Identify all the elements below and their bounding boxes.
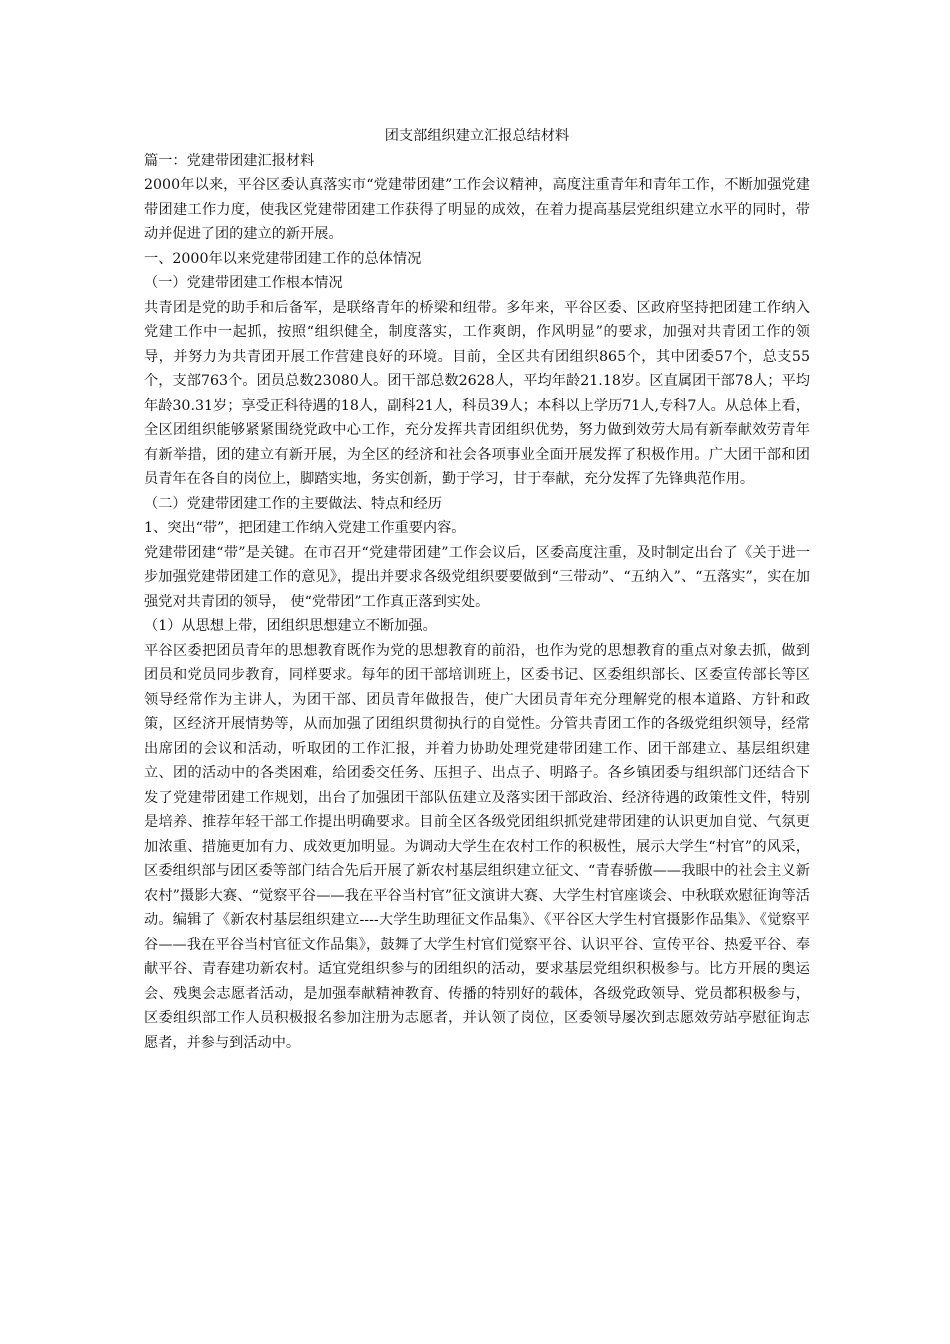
document-title: 团支部组织建立汇报总结材料 [384, 128, 570, 144]
section-heading-part-one: 篇一：党建带团建汇报材料 [144, 152, 315, 169]
point-one-paragraph: 党建带团建“带”是关键。在市召开“党建带团建”工作会议后，区委高度注重，及时制定出台了《关于进一步加强党建带团建工作的意见》，提出并要求各级党组织要要做到“三带动”、“五纳入”、“五落实”，实在加强党对共青团的领导， 使“党带团”工作真正落到实处。 [144, 544, 810, 610]
basic-situation-paragraph: 共青团是党的助手和后备军，是联络青年的桥梁和纽带。多年来，平谷区委、区政府坚持把团建工作纳入党建工作中一起抓，按照“组织健全，制度落实，工作爽朗，作风明显”的要求，加强对共青团工作的领导，并努力为共青团开展工作营建良好的环境。目前，全区共有团组织865个，其中团委57个，总支55个，支部763个。团员总数23080人。团干部总数2628人，平均年龄21.18岁。区直属团干部78人；平均年龄30.31岁；享受正科待遇的18人，副科21人，科员39人；本科以上学历71人,专科7人。从总体上看，全区团组织能够紧紧围绕党政中心工作，充分发挥共青团组织优势，努力做到效劳大局有新奉献效劳青年有新举措，团的建立有新开展，为全区的经济和社会各项事业全面开展发挥了积极作用。广大团干部和团员青年在各自的岗位上，脚踏实地，务实创新，勤于学习，甘于奉献，充分发挥了先锋典范作用。 [144, 299, 810, 487]
section-heading-overview: 一、2000年以来党建带团建工作的总体情况 [144, 250, 422, 267]
ideology-paragraph: 平谷区委把团员青年的思想教育既作为党的思想教育的前沿，也作为党的思想教育的重点对象去抓，做到团员和党员同步教育，同样要求。每年的团干部培训班上，区委书记、区委组织部长、区委宣传部长等区领导经常作为主讲人，为团干部、团员青年做报告，使广大团员青年充分理解党的根本道路、方针和政策，区经济开展情势等，从而加强了团组织贯彻执行的自觉性。分管共青团工作的各级党组织领导，经常出席团的会议和活动，听取团的工作汇报，并着力协助处理党建带团建工作、团干部建立、基层组织建立、团的活动中的各类困难，给团委交任务、压担子、出点子、明路子。各乡镇团委与组织部门还结合下发了党建带团建工作规划，出台了加强团干部队伍建立及落实团干部政治、经济待遇的政策性文件，特别是培养、推荐年轻干部工作提出明确要求。目前全区各级党团组织抓党建带团建的认识更加自觉、气氛更加浓重、措施更加有力、成效更加明显。为调动大学生在农村工作的积极性，展示大学生“村官”的风采，区委组织部与团区委等部门结合先后开展了新农村基层组织建立征文、“青春骄傲——我眼中的社会主义新农村”摄影大赛、“觉察平谷——我在平谷当村官”征文演讲大赛、大学生村官座谈会、中秋联欢慰征询等活动。编辑了《新农村基层组织建立----大学生助理征文作品集》、《平谷区大学生村官摄影作品集》、《觉察平谷——我在平谷当村官征文作品集》，鼓舞了大学生村官们觉察平谷、认识平谷、宣传平谷、热爱平谷、奉献平谷、青春建功新农村。适宜党组织参与的团组织的活动，要求基层党组织积极参与。比方开展的奥运会、残奥会志愿者活动，是加强奉献精神教育、传播的特别好的载体，各级党政领导、党员都积极参与，区委组织部工作人员积极报名参加注册为志愿者，并认领了岗位，区委领导屡次到志愿效劳站亭慰征询志愿者，并参与到活动中。 [144, 642, 810, 1051]
subpoint-ideology-heading: （1）从思想上带，团组织思想建立不断加强。 [144, 618, 437, 634]
subheading-main-practices: （二）党建带团建工作的主要做法、特点和经历 [144, 495, 442, 512]
subheading-basic-situation: （一）党建带团建工作根本情况 [144, 275, 343, 291]
point-one-heading: 1、突出“带”，把团建工作纳入党建工作重要内容。 [144, 520, 466, 536]
document-page [144, 124, 810, 1055]
intro-paragraph: 2000年以来，平谷区委认真落实市“党建带团建”工作会议精神，高度注重青年和青年工作，不断加强党建带团建工作力度，使我区党建带团建工作获得了明显的成效，在着力提高基层党组织建立水平的同时，带动并促进了团的建立的新开展。 [144, 177, 810, 242]
